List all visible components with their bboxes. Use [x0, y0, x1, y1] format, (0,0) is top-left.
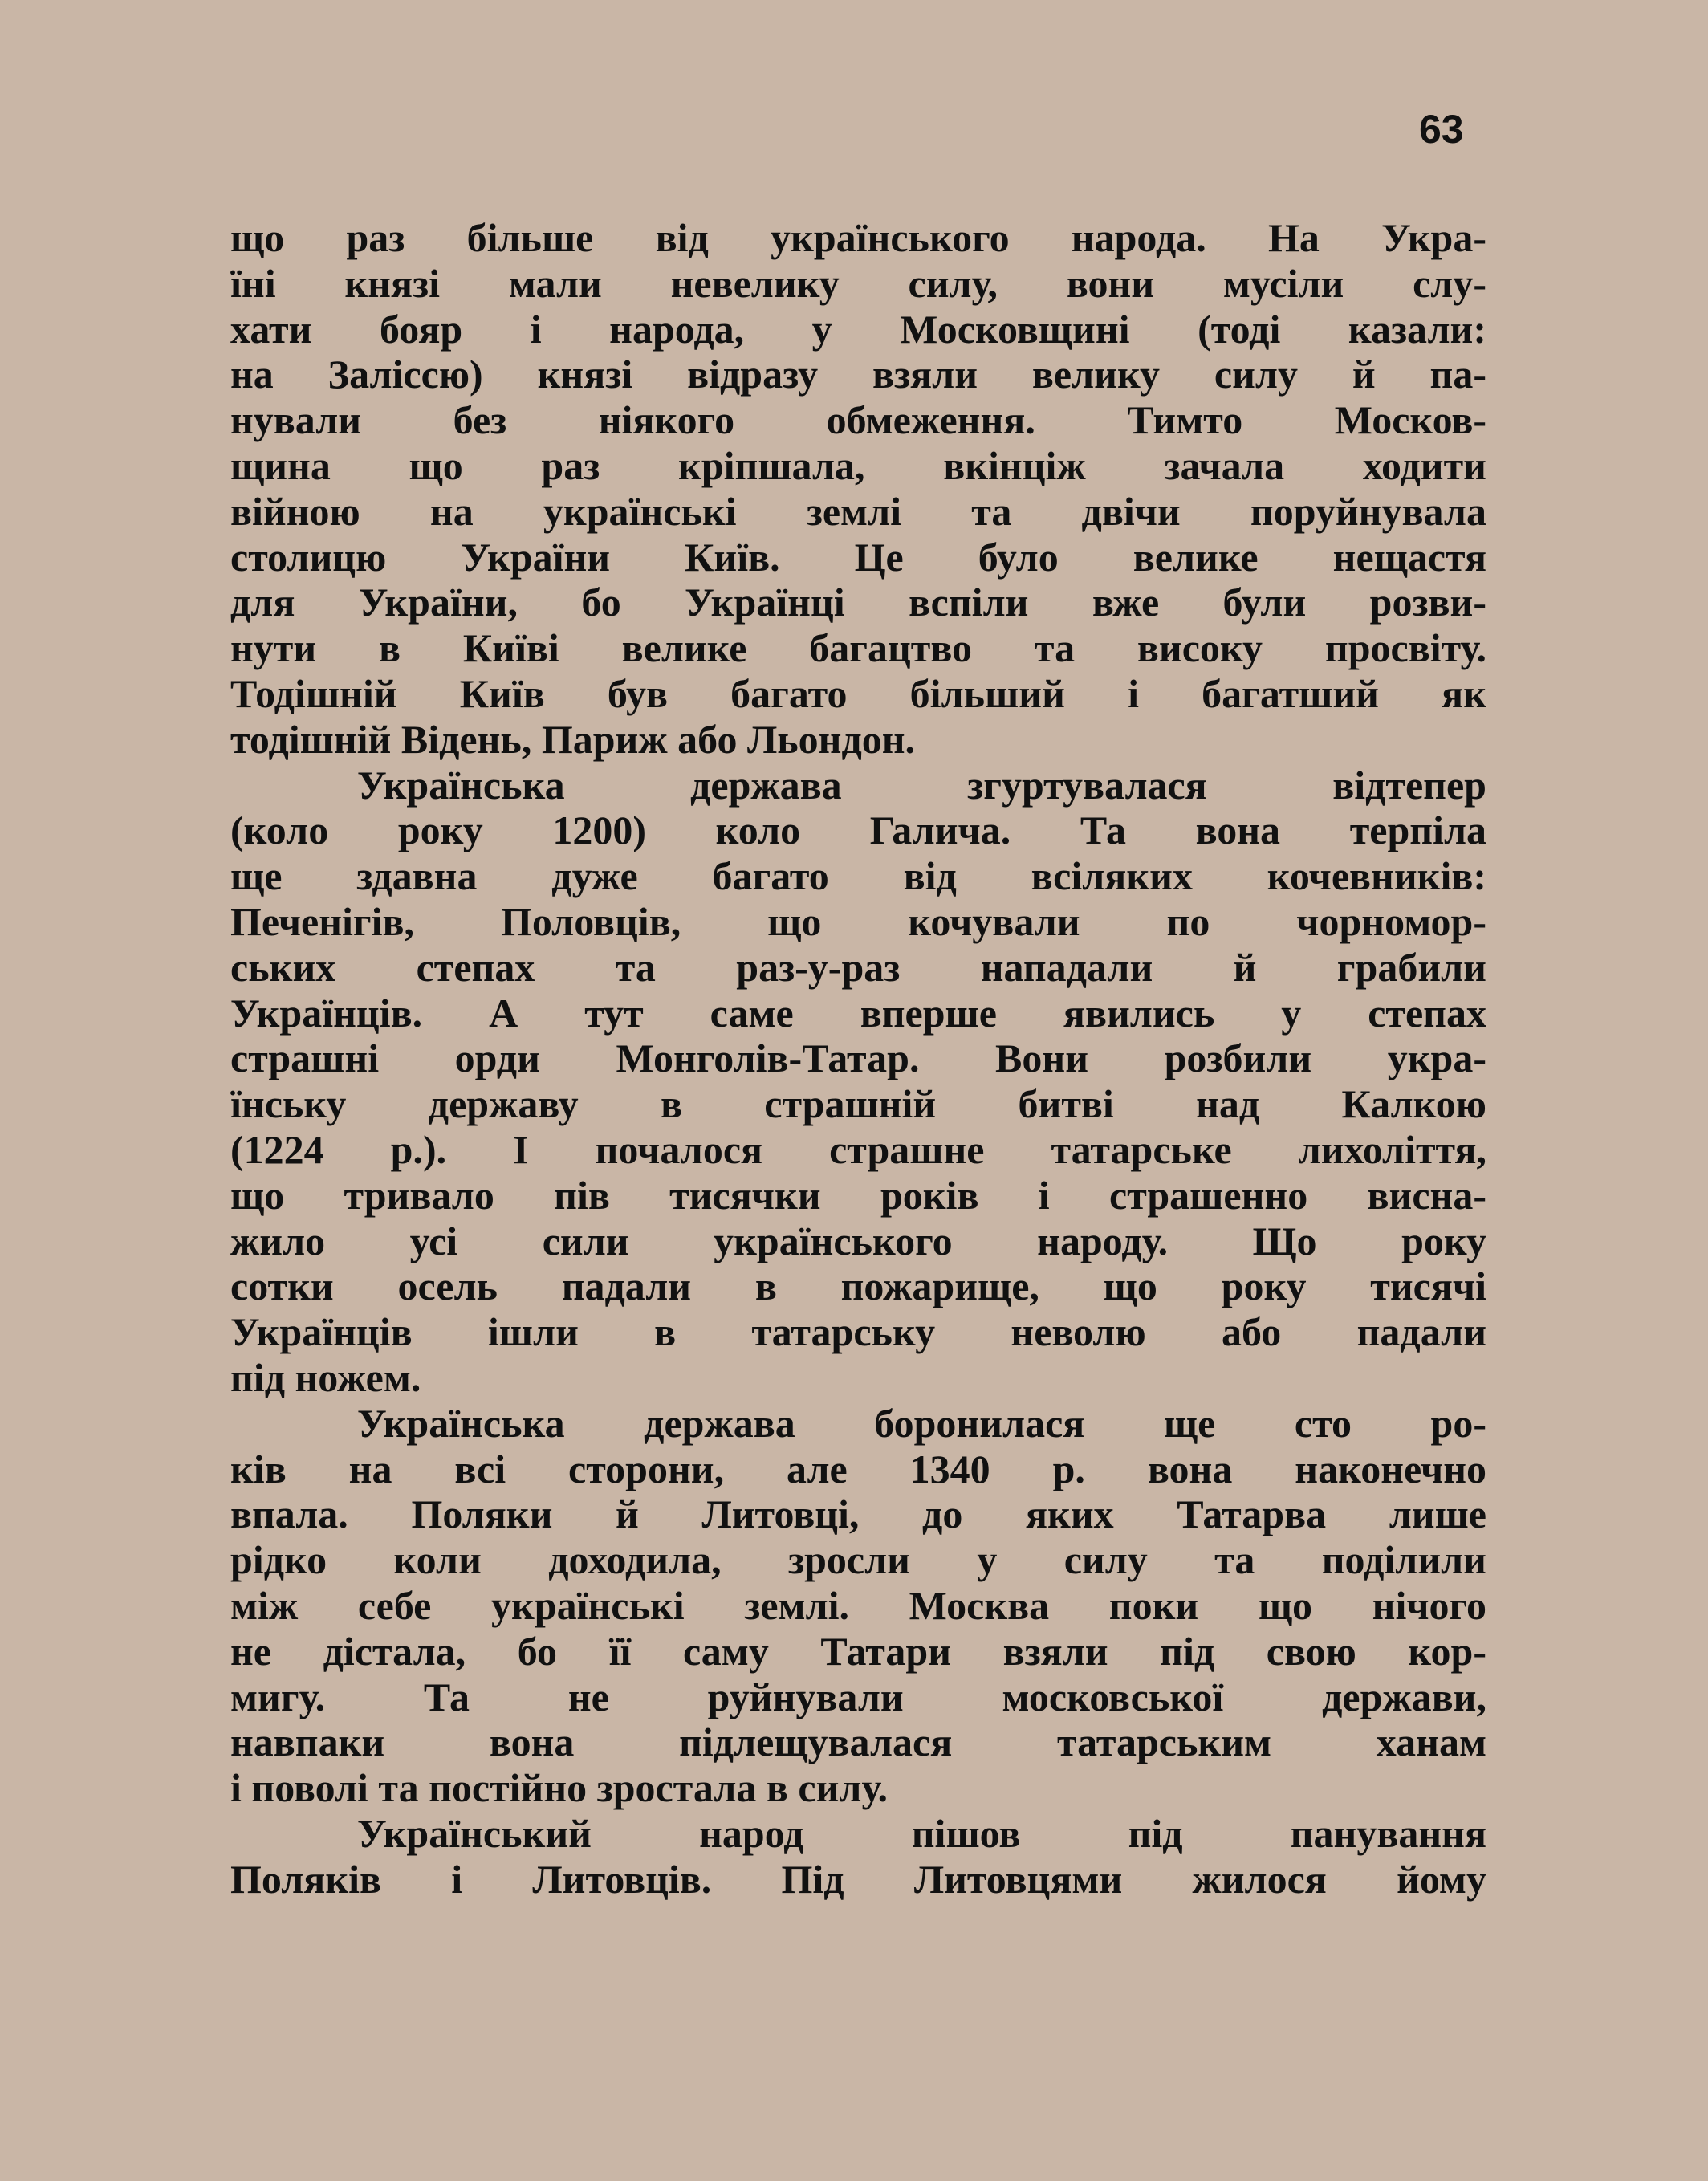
text-line: нували без ніякого обмеження. Тимто Москов- [230, 397, 1486, 443]
text-line: столицю України Київ. Це було велике нещастя [230, 534, 1486, 580]
text-line: на Заліссю) князі відразу взяли велику силу й па- [230, 352, 1486, 397]
text-line: війною на українські землі та двічи поруйнувала [230, 488, 1486, 534]
text-line: впала. Поляки й Литовці, до яких Татарва лише [230, 1491, 1486, 1537]
text-line: (коло року 1200) коло Галича. Та вона терпіла [230, 808, 1486, 853]
text-line: що тривало пів тисячки років і страшенно висна- [230, 1172, 1486, 1218]
text-line: між себе українські землі. Москва поки що нічого [230, 1582, 1486, 1628]
body-text [230, 215, 1486, 1902]
text-line: що раз більше від українського народа. На Укра- [230, 215, 1486, 260]
text-line: щина що раз кріпшала, вкінціж зачала ходити [230, 442, 1486, 488]
text-line: навпаки вона підлещувалася татарським ханам [230, 1719, 1486, 1765]
text-line: Українців ішли в татарську неволю або падали [230, 1309, 1486, 1355]
text-line: (1224 р.). І почалося страшне татарське лихоліття, [230, 1126, 1486, 1172]
text-line: не дістала, бо її саму Татари взяли під свою кор- [230, 1628, 1486, 1674]
text-line: Українців. А тут саме вперше явились у степах [230, 990, 1486, 1036]
text-line: мигу. Та не руйнували московської держави, [230, 1674, 1486, 1719]
text-line: і поволі та постійно зростала в силу. [230, 1765, 888, 1811]
text-line: тодішній Відень, Париж або Льондон. [230, 716, 916, 762]
text-line: Поляків і Литовців. Під Литовцями жилося йому [230, 1856, 1486, 1902]
text-line: нути в Київі велике багацтво та високу просвіту. [230, 625, 1486, 671]
text-line: Українська держава згуртувалася відтепер [357, 762, 1486, 808]
text-line: для України, бо Українці вспіли вже були розви- [230, 580, 1486, 625]
text-line: ще здавна дуже багато від всіляких кочевників: [230, 853, 1486, 899]
paragraph [230, 763, 1486, 1401]
text-line: Українська держава боронилася ще сто ро- [357, 1400, 1486, 1446]
text-line: Печенігів, Половців, що кочували по чорномор- [230, 898, 1486, 944]
paragraph [230, 215, 1486, 763]
text-line: хати бояр і народа, у Московщині (тоді казали: [230, 306, 1486, 352]
text-line: Український народ пішов під панування [357, 1810, 1486, 1856]
text-line: ків на всі сторони, але 1340 р. вона наконечно [230, 1446, 1486, 1491]
text-line: їні князі мали невелику силу, вони мусіли слу- [230, 260, 1486, 306]
text-line: жило усі сили українського народу. Що року [230, 1218, 1486, 1263]
text-line: сотки осель падали в пожарище, що року тисячі [230, 1263, 1486, 1309]
paragraph [230, 1811, 1486, 1902]
text-line: ських степах та раз-у-раз нападали й грабили [230, 944, 1486, 990]
text-line: під ножем. [230, 1354, 421, 1400]
page-number: 63 [1419, 107, 1464, 152]
paragraph [230, 1401, 1486, 1811]
text-line: Тодішній Київ був багато більший і багатший як [230, 670, 1486, 716]
text-line: страшні орди Монголів-Татар. Вони розбили укра- [230, 1036, 1486, 1081]
text-line: їнську державу в страшній битві над Калкою [230, 1081, 1486, 1127]
text-line: рідко коли доходила, зросли у силу та поділили [230, 1537, 1486, 1583]
